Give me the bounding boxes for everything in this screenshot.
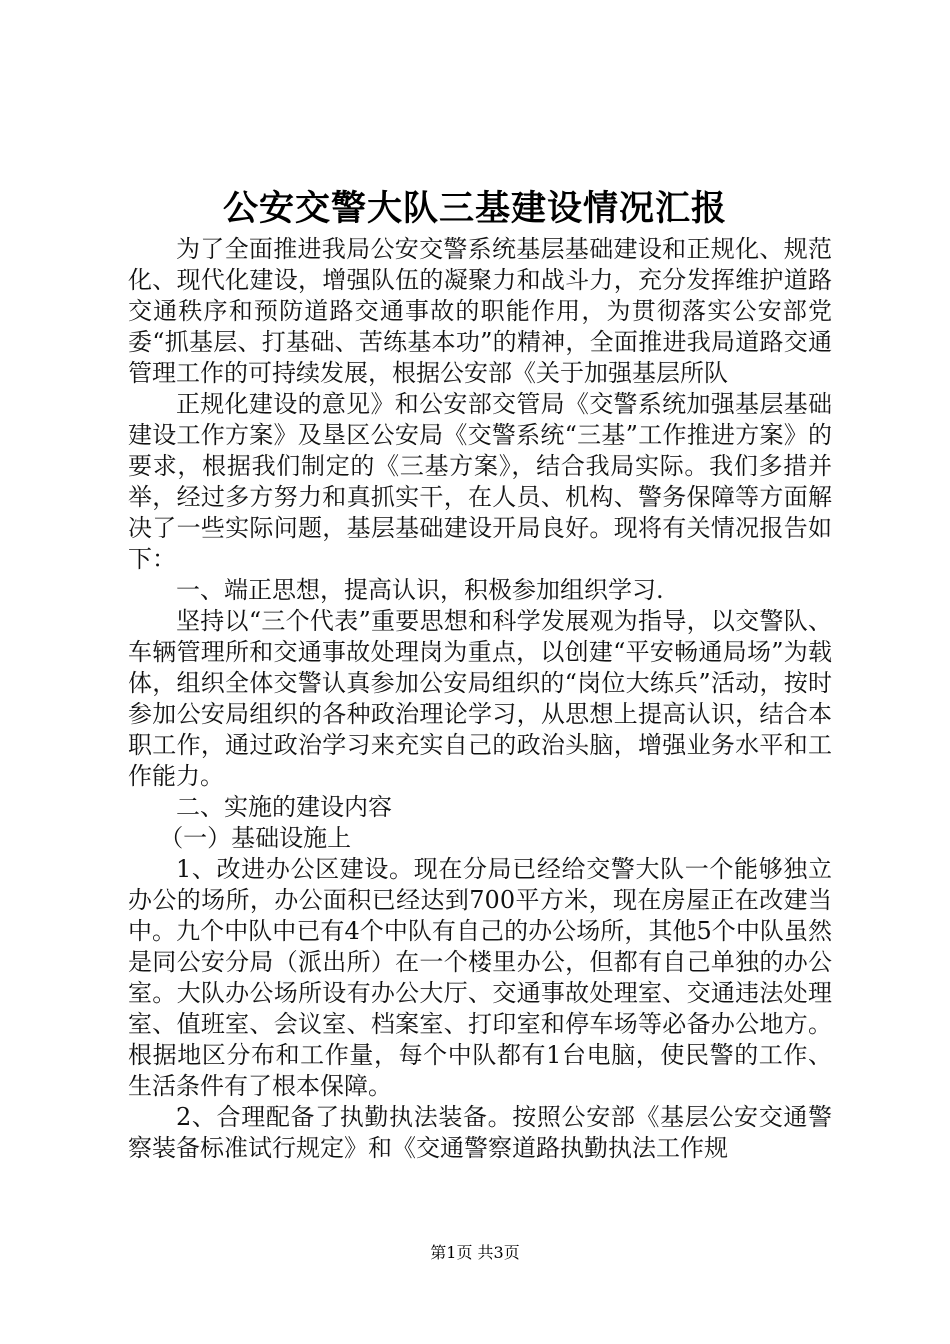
subsection-heading-1: （一）基础设施上 <box>159 824 352 852</box>
paragraph-item-2: 2、合理配备了执勤执法装备。按照公安部《基层公安交通警察装备标准试行规定》和《交通警察道路执勤执法工作规 <box>128 1103 832 1162</box>
paragraph-section-1: 坚持以“三个代表”重要思想和科学发展观为指导，以交警队、车辆管理所和交通事故处理岗为重点，以创建“平安畅通局场”为载体，组织全体交警认真参加公安局组织的“岗位大练兵”活动，按时参加公安局组织的各种政治理论学习，从思想上提高认识，结合本职工作，通过政治学习来充实自己的政治头脑，增强业务水平和工作能力。 <box>128 607 832 790</box>
section-heading-1: 一、端正思想，提高认识，积极参加组织学习. <box>176 576 664 604</box>
page-number-footer: 第1页 共3页 <box>430 1243 520 1262</box>
document-body <box>128 234 832 1164</box>
document-title: 公安交警大队三基建设情况汇报 <box>222 188 727 229</box>
paragraph-item-1: 1、改进办公区建设。现在分局已经给交警大队一个能够独立办公的场所，办公面积已经达到700平方米，现在房屋正在改建当中。九个中队中已有4个中队有自己的办公场所，其他5个中队虽然是同公安分局（派出所）在一个楼里办公，但都有自己单独的办公室。大队办公场所设有办公大厅、交通事故处理室、交通违法处理室、值班室、会议室、档案室、打印室和停车场等必备办公地方。根据地区分布和工作量，每个中队都有1台电脑，使民警的工作、生活条件有了根本保障。 <box>128 855 832 1100</box>
paragraph-basis: 正规化建设的意见》和公安部交管局《交警系统加强基层基础建设工作方案》及垦区公安局《交警系统“三基”工作推进方案》的要求，根据我们制定的《三基方案》，结合我局实际。我们多措并举，经过多方努力和真抓实干，在人员、机构、警务保障等方面解决了一些实际问题，基层基础建设开局良好。现将有关情况报告如下： <box>128 390 832 573</box>
section-heading-2: 二、实施的建设内容 <box>176 793 392 821</box>
paragraph-intro: 为了全面推进我局公安交警系统基层基础建设和正规化、规范化、现代化建设，增强队伍的凝聚力和战斗力，充分发挥维护道路交通秩序和预防道路交通事故的职能作用，为贯彻落实公安部党委“抓基层、打基础、苦练基本功”的精神，全面推进我局道路交通管理工作的可持续发展，根据公安部《关于加强基层所队 <box>128 235 832 387</box>
